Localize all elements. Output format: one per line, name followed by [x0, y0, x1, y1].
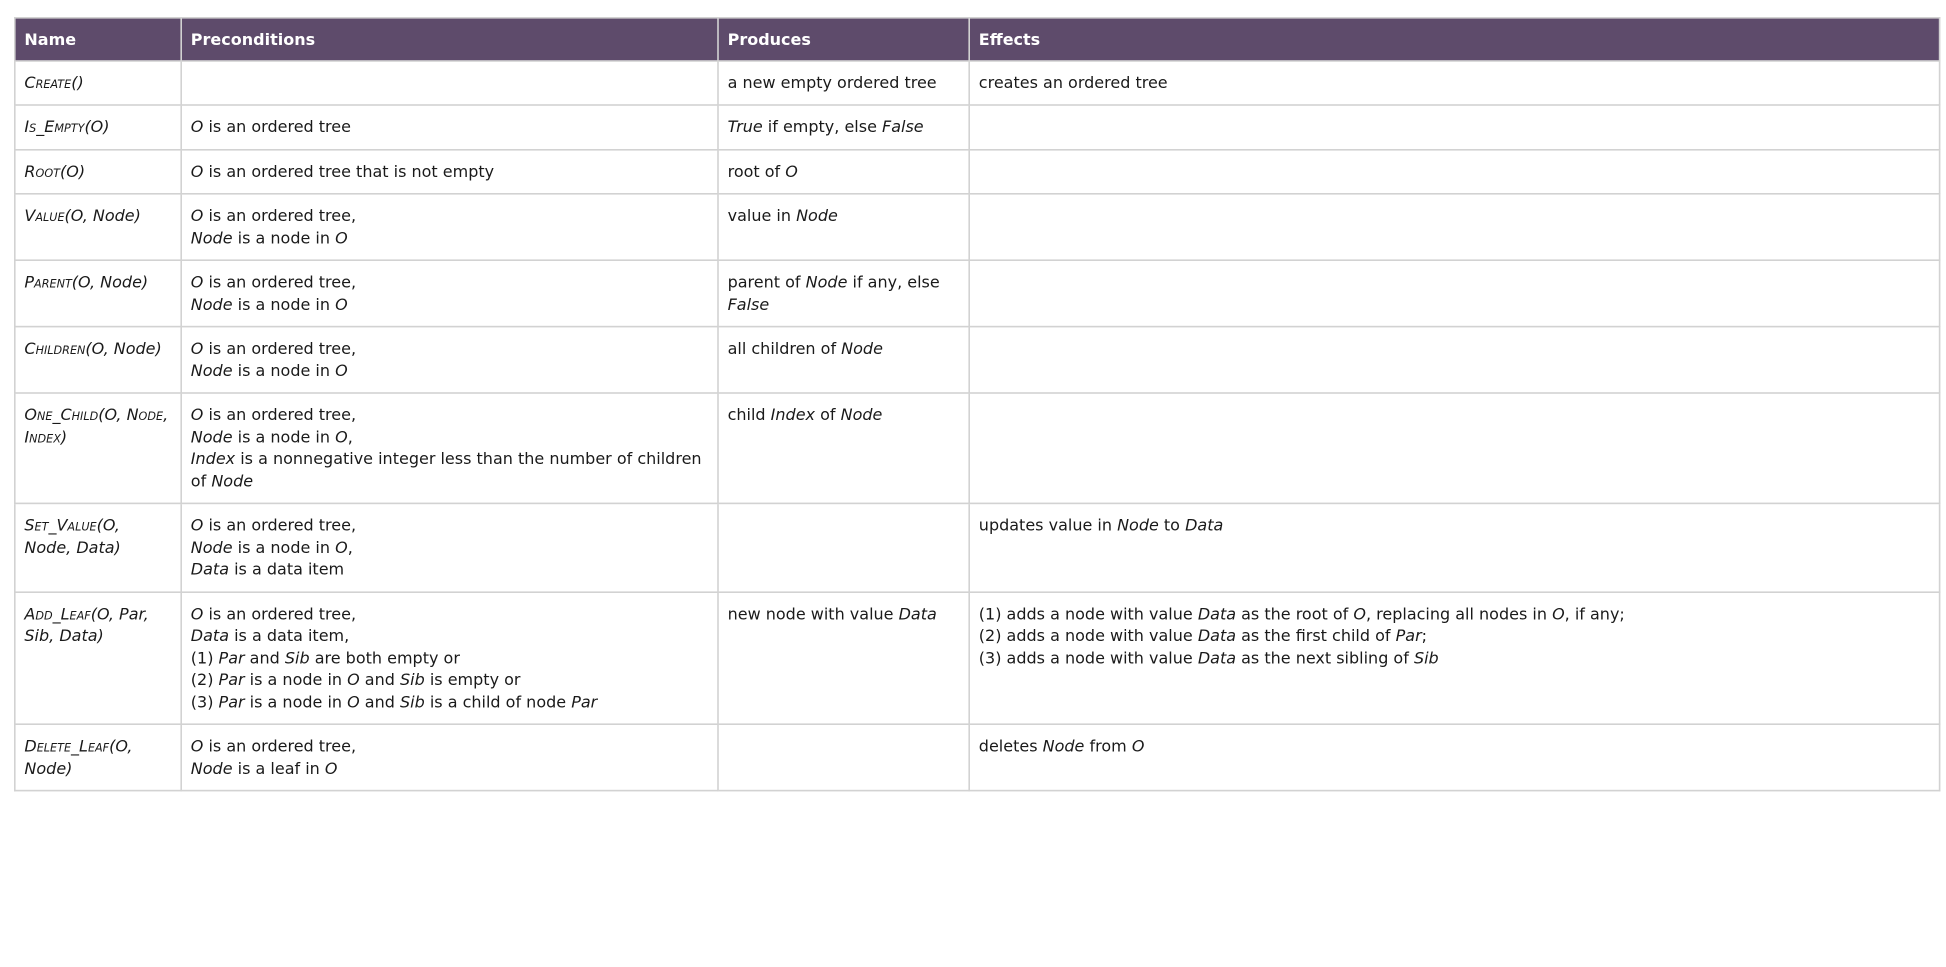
table-row	[15, 149, 1940, 193]
precondition-line: Node is a node in O	[190, 294, 348, 314]
precondition-line: Node is a node in O,	[190, 427, 353, 447]
effects-cell	[969, 260, 1939, 326]
precondition-line: (1) Par and Sib are both empty or	[190, 647, 460, 667]
produces-line: root of O	[727, 161, 798, 181]
operation-name-cell	[15, 724, 181, 790]
produces-cell	[718, 260, 969, 326]
precondition-line: (2) Par is a node in O and Sib is empty or	[190, 669, 521, 689]
preconditions-cell	[181, 194, 718, 260]
precondition-line: O is an ordered tree,	[190, 272, 357, 292]
produces-cell	[718, 503, 969, 591]
produces-cell	[718, 61, 969, 105]
operation-name: Value(O, Node)	[24, 205, 141, 225]
table-row	[15, 503, 1940, 591]
effects-line: updates value in Node to Data	[978, 515, 1224, 535]
preconditions-cell	[181, 61, 718, 105]
precondition-line: O is an ordered tree,	[190, 603, 357, 623]
operation-name: Parent(O, Node)	[24, 272, 149, 292]
effects-cell	[969, 194, 1939, 260]
effects-cell	[969, 724, 1939, 790]
effects-cell	[969, 592, 1939, 724]
produces-cell	[718, 105, 969, 149]
operation-name: Root(O)	[24, 161, 86, 181]
operation-name: Set_Value(O, Node, Data)	[24, 515, 121, 557]
operation-name-cell	[15, 61, 181, 105]
produces-cell	[718, 393, 969, 503]
preconditions-cell	[181, 149, 718, 193]
precondition-line: O is an ordered tree,	[190, 736, 357, 756]
table-row	[15, 724, 1940, 790]
effects-line: (2) adds a node with value Data as the first child of Par;	[978, 625, 1428, 645]
precondition-line: Node is a node in O,	[190, 537, 353, 557]
precondition-line: O is an ordered tree,	[190, 205, 357, 225]
preconditions-cell	[181, 503, 718, 591]
table-row	[15, 105, 1940, 149]
table-row	[15, 194, 1940, 260]
effects-cell	[969, 327, 1939, 393]
produces-line: True if empty, else False	[727, 117, 924, 137]
produces-line: a new empty ordered tree	[727, 72, 937, 92]
header-name: Name	[15, 18, 181, 61]
produces-line: all children of Node	[727, 338, 883, 358]
precondition-line: (3) Par is a node in O and Sib is a child of node Par	[190, 691, 598, 711]
produces-cell	[718, 592, 969, 724]
precondition-line: Node is a node in O	[190, 360, 348, 380]
precondition-line: O is an ordered tree that is not empty	[190, 161, 495, 181]
table-row	[15, 327, 1940, 393]
produces-line: parent of Node if any, else False	[727, 272, 940, 314]
effects-cell	[969, 61, 1939, 105]
preconditions-cell	[181, 393, 718, 503]
operation-name-cell	[15, 149, 181, 193]
table-row	[15, 393, 1940, 503]
precondition-line: Data is a data item,	[190, 625, 350, 645]
effects-cell	[969, 149, 1939, 193]
header-produces: Produces	[718, 18, 969, 61]
preconditions-cell	[181, 327, 718, 393]
operation-name-cell	[15, 327, 181, 393]
header-effects: Effects	[969, 18, 1939, 61]
precondition-line: O is an ordered tree,	[190, 338, 357, 358]
preconditions-cell	[181, 105, 718, 149]
preconditions-cell	[181, 592, 718, 724]
operation-name: Is_Empty(O)	[24, 117, 110, 137]
preconditions-cell	[181, 260, 718, 326]
operation-name: Children(O, Node)	[24, 338, 162, 358]
operation-name-cell	[15, 592, 181, 724]
operation-name-cell	[15, 194, 181, 260]
operation-name: One_Child(O, Node, Index)	[24, 405, 169, 447]
operation-name: Delete_Leaf(O, Node)	[24, 736, 133, 778]
operation-name: Add_Leaf(O, Par, Sib, Data)	[24, 603, 149, 645]
header-preconditions: Preconditions	[181, 18, 718, 61]
operation-name-cell	[15, 260, 181, 326]
precondition-line: O is an ordered tree,	[190, 515, 357, 535]
operations-table-container	[14, 17, 1625, 791]
produces-cell	[718, 724, 969, 790]
produces-line: value in Node	[727, 205, 838, 225]
produces-cell	[718, 194, 969, 260]
table-header-row	[15, 18, 1940, 61]
effects-line: (3) adds a node with value Data as the next sibling of Sib	[978, 647, 1439, 667]
precondition-line: O is an ordered tree	[190, 117, 351, 137]
table-row	[15, 260, 1940, 326]
effects-line: creates an ordered tree	[978, 72, 1168, 92]
operation-name-cell	[15, 503, 181, 591]
operation-name-cell	[15, 393, 181, 503]
preconditions-cell	[181, 724, 718, 790]
precondition-line: O is an ordered tree,	[190, 405, 357, 425]
precondition-line: Node is a node in O	[190, 227, 348, 247]
operation-name-cell	[15, 105, 181, 149]
table-row	[15, 592, 1940, 724]
effects-cell	[969, 503, 1939, 591]
operations-table	[14, 17, 1940, 791]
precondition-line: Data is a data item	[190, 559, 345, 579]
effects-line: (1) adds a node with value Data as the root of O, replacing all nodes in O, if any;	[978, 603, 1625, 623]
effects-cell	[969, 105, 1939, 149]
operation-name: Create()	[24, 72, 84, 92]
precondition-line: Node is a leaf in O	[190, 758, 338, 778]
produces-line: new node with value Data	[727, 603, 937, 623]
precondition-line: Index is a nonnegative integer less than the number of children of Node	[190, 449, 702, 491]
produces-cell	[718, 149, 969, 193]
table-row	[15, 61, 1940, 105]
effects-cell	[969, 393, 1939, 503]
produces-cell	[718, 327, 969, 393]
produces-line: child Index of Node	[727, 405, 883, 425]
effects-line: deletes Node from O	[978, 736, 1145, 756]
